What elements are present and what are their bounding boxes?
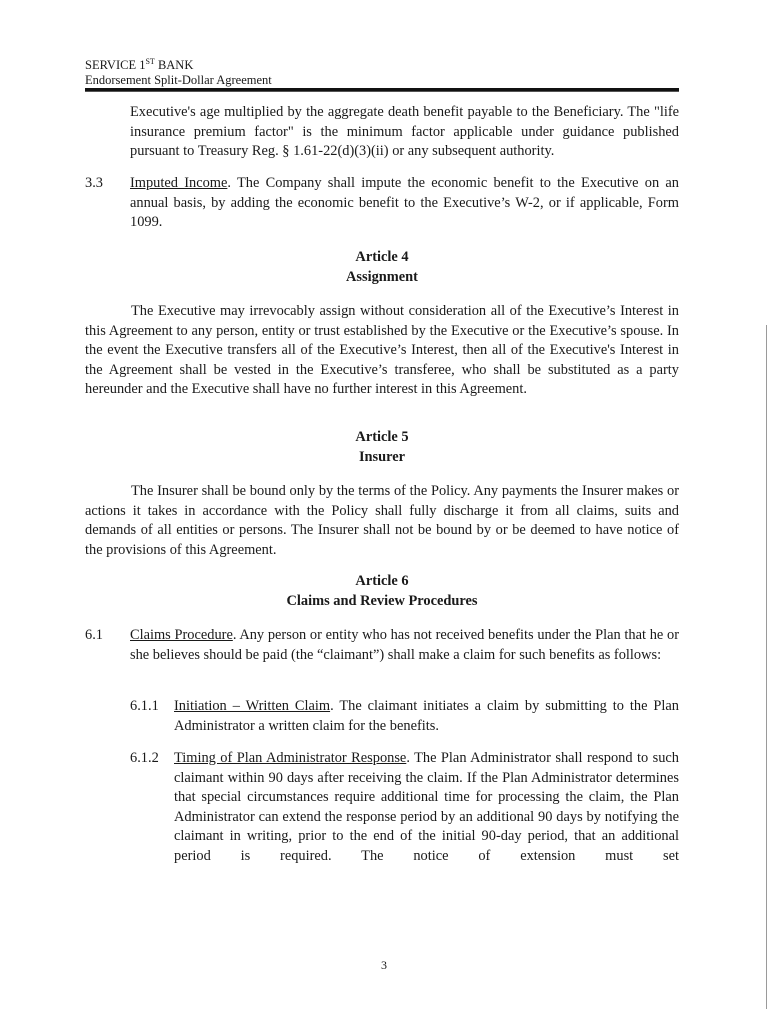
- section-6-1-1-text: . The claimant initiates a claim by submitting to the Plan Administrator a written claim for the benefits.: [174, 698, 679, 734]
- page-header: [85, 58, 680, 88]
- section-3-3-text: . The Company shall impute the economic benefit to the Executive on an annual basis, by adding the economic benefit to the Executive’s W-2, or if applicable, Form 1099.: [130, 175, 679, 231]
- continuation-text: Executive's age multiplied by the aggregate death benefit payable to the Beneficiary. The "life insurance premium factor" is the minimum factor applicable under guidance published pursuant to Treasury Reg. § 1.61-22(d)(3)(ii) or any subsequent authority.: [130, 104, 679, 160]
- section-number-6-1-1: 6.1.1: [130, 698, 159, 714]
- article-5-paragraph: [85, 482, 679, 560]
- article-6-label: Article 6: [355, 573, 409, 589]
- article-4-title: Assignment: [346, 269, 418, 285]
- section-6-1-2: [174, 749, 679, 867]
- company-name-superscript: ST: [145, 57, 155, 66]
- section-number-6-1-2: 6.1.2: [130, 750, 159, 766]
- section-6-1-2-text: . The Plan Administrator shall respond to such claimant within 90 days after receiving the claim. If the Plan Administrator determines that special circumstances require additional time for processing the claim, the Plan Administrator can extend the response period by an additional 90 days by notifying the claimant in writing, prior to the end of the initial 90-day period, that an additional period is required. The notice of extension must set: [174, 750, 679, 864]
- section-3-3-title: Imputed Income: [130, 175, 228, 191]
- article-4-paragraph: [85, 302, 679, 400]
- company-name: [85, 58, 680, 73]
- article-5-text: The Insurer shall be bound only by the terms of the Policy. Any payments the Insurer makes or actions it takes in accordance with the Policy shall fully discharge it from all claims, suits and demands of all entities or persons. The Insurer shall not be bound by or be deemed to have notice of the provisions of this Agreement.: [85, 483, 679, 558]
- page-number: 3: [381, 958, 387, 972]
- company-name-prefix: SERVICE 1: [85, 58, 146, 72]
- article-5-title: Insurer: [358, 449, 406, 465]
- article-5-label: Article 5: [355, 429, 409, 445]
- section-6-1-1-title: Initiation – Written Claim: [174, 698, 331, 714]
- article-4-label: Article 4: [355, 249, 409, 265]
- document-title: Endorsement Split-Dollar Agreement: [85, 73, 272, 87]
- article-6-title: Claims and Review Procedures: [286, 593, 478, 609]
- section-number-3-3: 3.3: [85, 175, 103, 191]
- header-divider: [85, 88, 679, 92]
- continuation-paragraph: [130, 103, 679, 162]
- section-6-1: [130, 626, 679, 665]
- section-6-1-title: Claims Procedure: [130, 627, 233, 643]
- company-name-suffix: BANK: [154, 58, 194, 72]
- section-6-1-1: [174, 697, 679, 736]
- article-4-text: The Executive may irrevocably assign without consideration all of the Executive’s Interest in this Agreement to any person, entity or trust established by the Executive or the Executive’s spouse. In the event the Executive transfers all of the Executive’s Interest, then all of the Executive's Interest in the Agreement shall be vested in the Executive’s transferee, who shall be substituted as a party hereunder and the Executive shall have no further interest in this Agreement.: [85, 303, 679, 398]
- scan-edge-line: [766, 325, 767, 1009]
- section-number-6-1: 6.1: [85, 627, 103, 643]
- section-6-1-2-title: Timing of Plan Administrator Response: [174, 750, 407, 766]
- section-3-3: [130, 174, 679, 233]
- section-6-1-text: . Any person or entity who has not received benefits under the Plan that he or she believes should be paid (the “claimant”) shall make a claim for such benefits as follows:: [130, 627, 679, 663]
